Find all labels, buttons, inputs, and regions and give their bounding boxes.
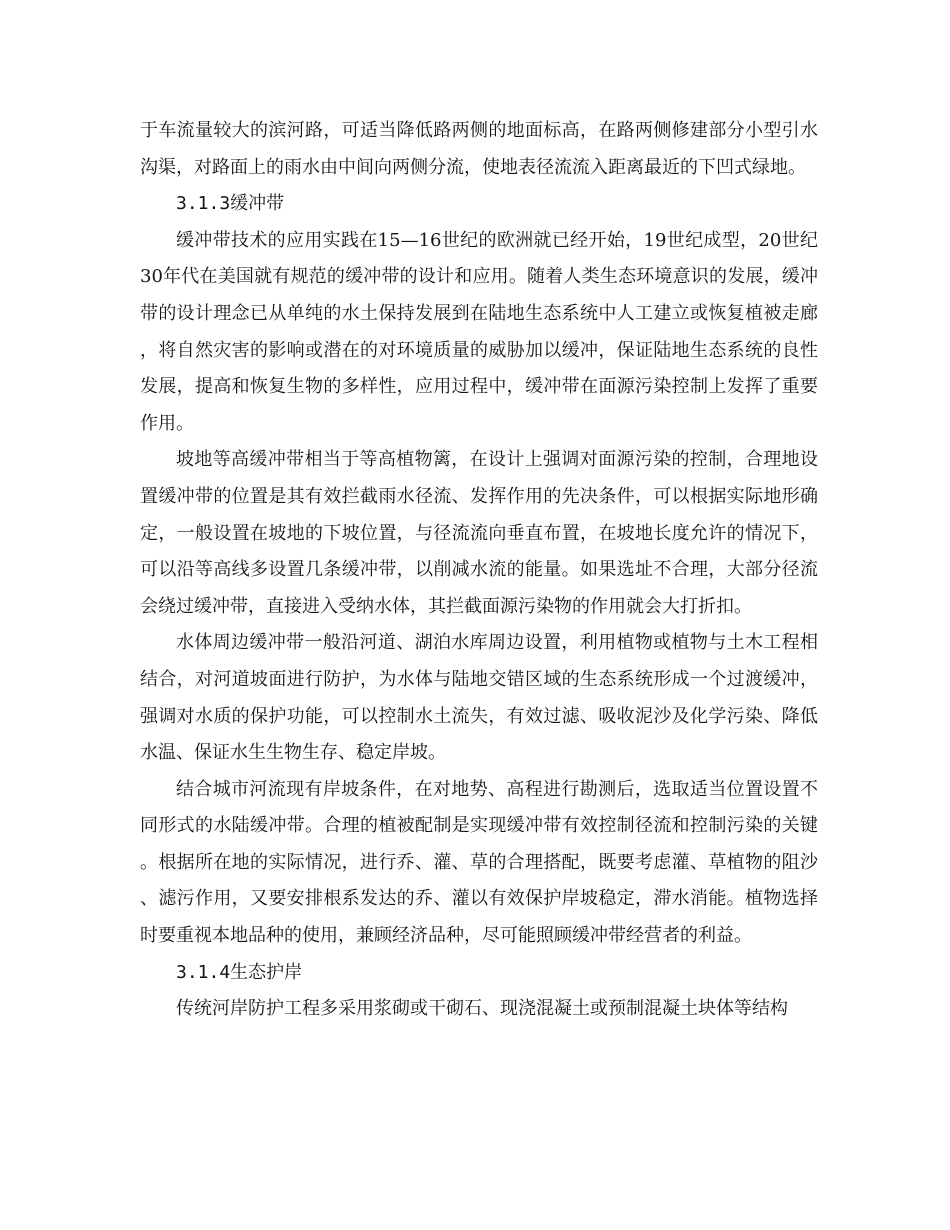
paragraph-slope-buffer: 坡地等高缓冲带相当于等高植物篱，在设计上强调对面源污染的控制，合理地设置缓冲带的位置是其有效拦截雨水径流、发挥作用的先决条件，可以根据实际地形确定，一般设置在坡地的下坡位置，与径流流向垂直布置，在坡地长度允许的情况下，可以沿等高线多设置几条缓冲带，以削减水流的能量。如果选址不合理，大部分径流会绕过缓冲带，直接进入受纳水体，其拦截面源污染物的作用就会大打折扣。 — [140, 449, 818, 617]
paragraph-traditional-revetment: 传统河岸防护工程多采用浆砌或干砌石、现浇混凝土或预制混凝土块体等结构 — [176, 998, 788, 1020]
section-heading-3-1-3: 3.1.3缓冲带 — [176, 193, 285, 215]
document-body — [140, 113, 818, 1028]
paragraph-continued: 于车流量较大的滨河路，可适当降低路两侧的地面标高，在路两侧修建部分小型引水沟渠，对路面上的雨水由中间向两侧分流，使地表径流流入距离最近的下凹式绿地。 — [140, 120, 818, 178]
section-heading-3-1-4: 3.1.4生态护岸 — [176, 961, 303, 983]
paragraph-buffer-history: 缓冲带技术的应用实践在15—16世纪的欧洲就已经开始，19世纪成型，20世纪30年代在美国就有规范的缓冲带的设计和应用。随着人类生态环境意识的发展，缓冲带的设计理念已从单纯的水土保持发展到在陆地生态系统中人工建立或恢复植被走廊，将自然灾害的影响或潜在的对环境质量的威胁加以缓冲，保证陆地生态系统的良性发展，提高和恢复生物的多样性，应用过程中，缓冲带在面源污染控制上发挥了重要作用。 — [140, 229, 818, 434]
paragraph-waterside-buffer: 水体周边缓冲带一般沿河道、湖泊水库周边设置，利用植物或植物与土木工程相结合，对河道坡面进行防护，为水体与陆地交错区域的生态系统形成一个过渡缓冲，强调对水质的保护功能，可以控制水土流失，有效过滤、吸收泥沙及化学污染、降低水温、保证水生生物生存、稳定岸坡。 — [140, 632, 818, 764]
paragraph-urban-river-buffer: 结合城市河流现有岸坡条件，在对地势、高程进行勘测后，选取适当位置设置不同形式的水陆缓冲带。合理的植被配制是实现缓冲带有效控制径流和控制污染的关键。根据所在地的实际情况，进行乔、灌、草的合理搭配，既要考虑灌、草植物的阻沙、滤污作用，又要安排根系发达的乔、灌以有效保护岸坡稳定，滞水消能。植物选择时要重视本地品种的使用，兼顾经济品种，尽可能照顾缓冲带经营者的利益。 — [140, 778, 818, 947]
